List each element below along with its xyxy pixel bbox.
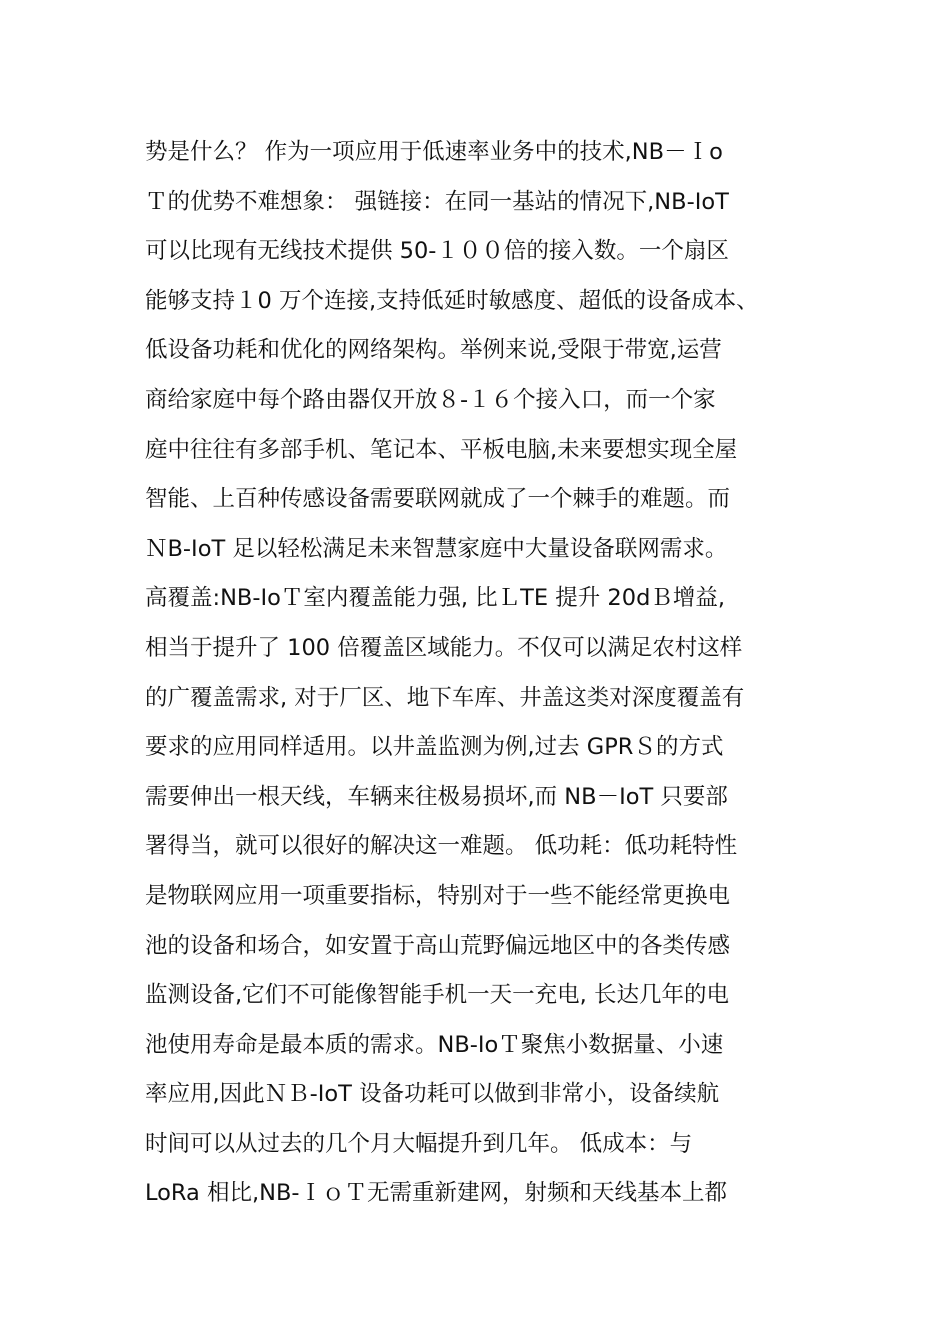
- text-line: 庭中往往有多部手机、笔记本、平板电脑,未来要想实现全屋: [145, 436, 738, 463]
- text-line: 署得当，就可以很好的解决这一难题。 低功耗：低功耗特性: [145, 833, 738, 860]
- text-line: 相当于提升了 100 倍覆盖区域能力。不仅可以满足农村这样: [145, 634, 743, 661]
- text-line: 时间可以从过去的几个月大幅提升到几年。 低成本：与: [145, 1130, 693, 1157]
- text-line: 率应用,因此ＮＢ-IoT 设备功耗可以做到非常小，设备续航: [145, 1081, 720, 1108]
- text-line: 的广覆盖需求, 对于厂区、地下车库、井盖这类对深度覆盖有: [145, 684, 745, 711]
- text-line: 监测设备,它们不可能像智能手机一天一充电, 长达几年的电: [145, 982, 729, 1009]
- text-line: 要求的应用同样适用。以井盖监测为例,过去 GPRＳ的方式: [145, 734, 724, 761]
- text-line: 需要伸出一根天线，车辆来往极易损坏,而 NB－IoT 只要部: [145, 783, 728, 810]
- text-line: 可以比现有无线技术提供 50-１００倍的接入数。一个扇区: [145, 238, 729, 265]
- body-text: [145, 128, 825, 1219]
- text-line: 低设备功耗和优化的网络架构。举例来说,受限于带宽,运营: [145, 337, 722, 364]
- text-line: LoRa 相比,NB-ＩｏＴ无需重新建网，射频和天线基本上都: [145, 1180, 728, 1207]
- text-line: 势是什么？ 作为一项应用于低速率业务中的技术,NB－Ｉo: [145, 139, 723, 165]
- text-line: 池的设备和场合，如安置于高山荒野偏远地区中的各类传感: [145, 932, 731, 959]
- text-line: 池使用寿命是最本质的需求。NB-IoＴ聚焦小数据量、小速: [145, 1031, 724, 1058]
- text-line: 能够支持１0 万个连接,支持低延时敏感度、超低的设备成本、: [145, 287, 759, 314]
- text-line: 是物联网应用一项重要指标，特别对于一些不能经常更换电: [145, 882, 731, 909]
- text-line: 商给家庭中每个路由器仅开放８-１６个接入口，而一个家: [145, 386, 716, 413]
- text-line: 高覆盖:NB-IoＴ室内覆盖能力强, 比ＬTE 提升 20dＢ增益,: [145, 585, 726, 612]
- text-line: Ｔ的优势不难想象： 强链接：在同一基站的情况下,NB-IoT: [145, 188, 729, 215]
- text-line: 智能、上百种传感设备需要联网就成了一个棘手的难题。而: [145, 486, 731, 513]
- text-line: ＮB-IoT 足以轻松满足未来智慧家庭中大量设备联网需求。: [145, 535, 728, 562]
